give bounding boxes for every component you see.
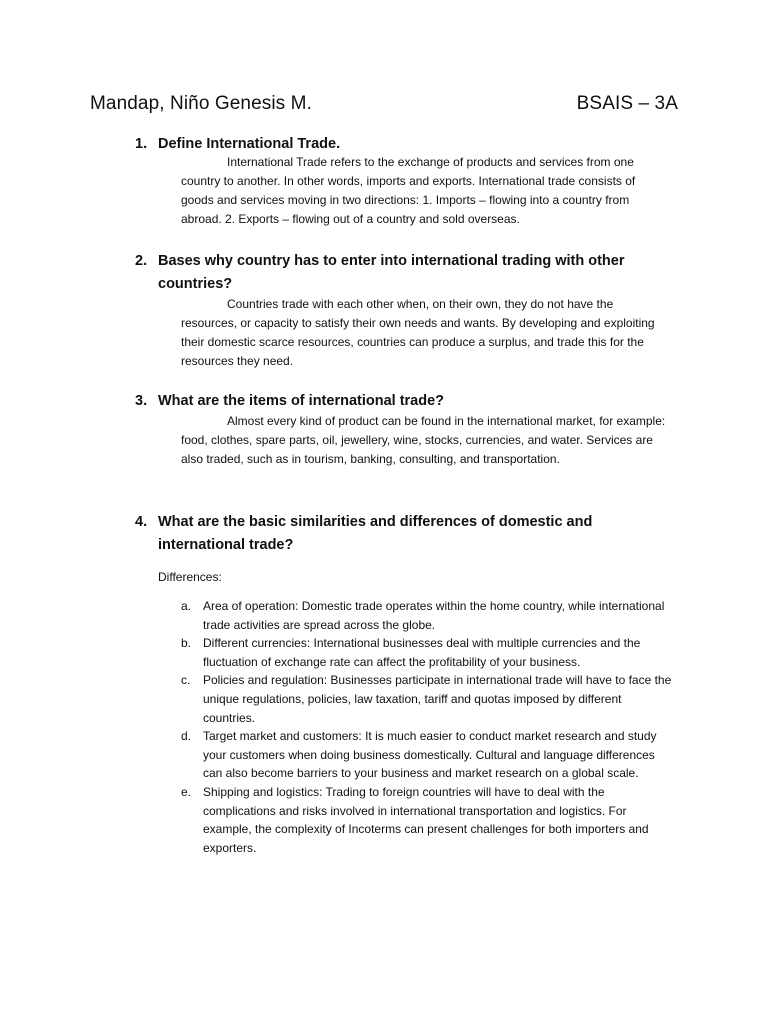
list-item-letter: c. bbox=[181, 673, 191, 688]
question-2 bbox=[135, 250, 675, 296]
document-header bbox=[90, 93, 678, 123]
question-title: Define International Trade. bbox=[158, 136, 341, 152]
answer-1 bbox=[181, 153, 667, 229]
question-title: Bases why country has to enter into international trading with other countries? bbox=[158, 253, 625, 292]
list-item bbox=[181, 783, 676, 857]
list-item bbox=[181, 671, 676, 727]
list-item-text: Different currencies: International businesses deal with multiple currencies and the fluctuation of exchange rate can affect the profitability of your business. bbox=[203, 636, 641, 669]
list-item bbox=[181, 727, 676, 783]
question-number: 1. bbox=[135, 136, 148, 152]
list-item bbox=[181, 597, 676, 634]
answer-text: Countries trade with each other when, on their own, they do not have the resources, or capacity to satisfy their own needs and wants. By developing and exploiting their domestic scarce resources, countries can produce a surplus, and trade this for the resources they need. bbox=[181, 297, 655, 368]
student-section: BSAIS – 3A bbox=[576, 93, 678, 114]
differences-label: Differences: bbox=[158, 570, 222, 584]
answer-2 bbox=[181, 295, 667, 371]
answer-3 bbox=[181, 412, 667, 469]
question-number: 4. bbox=[135, 514, 148, 530]
question-4 bbox=[135, 511, 675, 557]
answer-text: International Trade refers to the exchange of products and services from one country to another. In other words, imports and exports. International trade consists of goods and services moving in two directions: 1. Imports – flowing into a country from abroad. 2. Exports – flowing out of a country and sold overseas. bbox=[181, 155, 636, 226]
answer-text: Almost every kind of product can be found in the international market, for example: food, clothes, spare parts, oil, jewellery, wine, stocks, currencies, and water. Services are also traded, such as in tourism, banking, consulting, and transportation. bbox=[181, 414, 666, 466]
list-item-letter: b. bbox=[181, 636, 192, 651]
differences-list bbox=[181, 597, 676, 857]
question-title: What are the items of international trade? bbox=[158, 393, 445, 409]
list-item-letter: e. bbox=[181, 784, 192, 799]
question-number: 2. bbox=[135, 253, 148, 269]
list-item-text: Policies and regulation: Businesses participate in international trade will have to face the unique regulations, policies, law taxation, tariff and quotas imposed by different countries. bbox=[203, 673, 672, 725]
list-item-text: Area of operation: Domestic trade operates within the home country, while international trade activities are spread across the globe. bbox=[203, 599, 665, 632]
list-item bbox=[181, 634, 676, 671]
list-item-text: Target market and customers: It is much easier to conduct market research and study your customers when doing business domestically. Cultural and language differences can also become barriers to your business and market research on a global scale. bbox=[203, 729, 657, 781]
student-name: Mandap, Niño Genesis M. bbox=[90, 93, 312, 114]
question-number: 3. bbox=[135, 393, 148, 409]
list-item-text: Shipping and logistics: Trading to foreign countries will have to deal with the complications and risks involved in international transportation and logistics. For example, the complexity of Incoterms can present challenges for both importers and exporters. bbox=[203, 784, 649, 855]
list-item-letter: d. bbox=[181, 729, 192, 744]
question-3 bbox=[135, 390, 675, 413]
question-title: What are the basic similarities and differences of domestic and international trade? bbox=[158, 514, 593, 553]
list-item-letter: a. bbox=[181, 599, 192, 613]
